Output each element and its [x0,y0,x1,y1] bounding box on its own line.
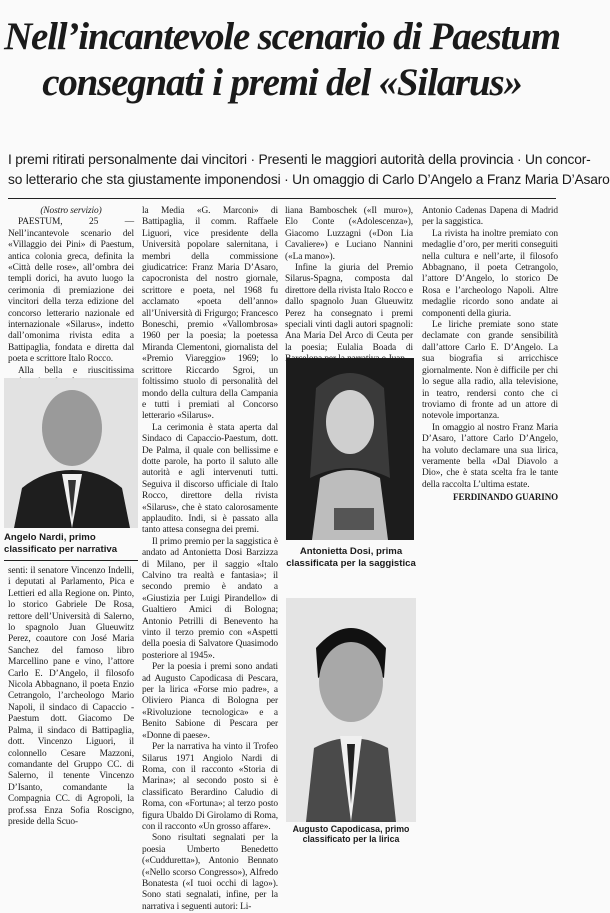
paragraph: senti: il senatore Vincenzo Indelli, i deputati al Parlamento, Pica e Lettieri ed alla Regione on. Pinto, lo storico Gabriele De Rosa, rettore dell’Università di Salerno, lo spagnolo Juan Glueuwitz Perez, coautore con José Maria Sanchez del famoso libro Marcellino pane e vino, l’attore Carlo E. D’Angelo, il filosofo Nicola Abbagnano, il poeta Enzio Cetrangolo, l’archeologo Mario Napoli, il sindaco di Capaccio - Paestum dott. Giacomo De Palma, il sindaco di Battipaglia, dott. Vincenzo Liguori, il colonnello Cesare Mazzoni, comandante del Gruppo CC. di Salerno, il tenente Vincenzo D’Isanto, comandante la Compagnia CC. di Agropoli, la prof.ssa Enza Sofia Roscigno, preside della Scuo- [8,566,134,827]
paragraph: PAESTUM, 25 — Nell’incantevole scenario del «Villaggio dei Pini» di Paestum, antica colonia greca, definita la «Città delle rose», all’ombra dei templi dorici, ha avuto luogo la cerimonia di premiazione dei vincitori della terza edizione del concorso letterario nazionale ed internazionale «Silarus», indetto dall’omonima rivista edita a Battipaglia, fondata e diretta dal poeta e scrittore Italo Rocco. [8,217,134,365]
subhead-line-1: I premi ritirati personalmente dai vincitori · Presenti le maggiori autorità della provincia · Un concor- [8,152,591,167]
column-3 [285,206,413,356]
headline-line-2: consegnati i premi del «Silarus» [42,61,522,104]
paragraph: Antonio Cadenas Dapena di Madrid per la saggistica. [422,206,558,228]
paragraph: La cerimonia è stata aperta dal Sindaco di Capaccio-Paestum, dott. De Palma, il quale con bellissime e dotte parole, ha porto il saluto alle autorità e agli intervenuti tutti. Seguiva il discorso ufficiale di Italo Rocco, direttore della rivista «Silarus», che è stato calorosamente applaudito. Indi, si è passato alla tanto attesa consegna dei premi. [142,422,278,536]
column-1-bottom [8,566,134,842]
headline-line-1: Nell’incantevole scenario di Paestum [4,15,560,58]
caption-dosi: Antonietta Dosi, prima classificata per la saggistica [286,546,416,569]
article-headline [4,14,560,106]
photo-angelo-nardi [4,378,138,528]
paragraph: Sono risultati segnalati per la poesia Umberto Benedetto («Cudduretta»), Antonio Bennato («Nello scorso Congresso»), Alfredo Bonatesta («I tuoi occhi di lago»). Sono stati segnalati, infine, per la narrativa i seguenti autori: Li- [142,833,278,912]
header-rule [8,198,556,199]
article-subheading [8,150,610,190]
column-2 [142,206,278,912]
caption-capodicasa: Augusto Capodicasa, primo classificato per la lirica [292,824,410,844]
column-1-top [8,206,134,378]
paragraph: Alla bella e riuscitissima [18,365,134,376]
paragraph: La rivista ha inoltre premiato con medaglie d’oro, per meriti conseguiti nella cultura e nell’arte, il filosofo Abbagnano, il poeta Cetrangolo, l’attore D’Angelo, lo storico De Rosa e l’archeologo Napoli. Altre medaglie ricordo sono andate ai componenti della giuria. [422,228,558,319]
paragraph: liana Bamboschek («Il muro»), Elo Conte («Adolescenza»), Giacomo Luzzagni («Don Lia Cavaliere») e Luciano Nannini («La mano»). [285,206,413,262]
paragraph: Infine la giuria del Premio Silarus-Spagna, composta dal direttore della rivista Italo Rocco e dallo spagnolo Juan Glueuwitz Perez ha consegnato i premi speciali vinti dagli autori spagnoli: Ana Maria Del Arco di Ceuta per la poesia; Eulalia Boada di [285,263,413,353]
paragraph: Per la poesia i premi sono andati ad Augusto Capodicasa di Pescara, per la lirica «Forse mio padre», a Oliviero Pianca di Bologna per «Rivoluzione tecnologica» e a Benito Sabione di Pescara per «Donne di paese». [142,662,278,741]
byline: (Nostro servizio) [40,206,102,216]
photo-augusto-capodicasa [286,598,416,822]
paragraph: Il primo premio per la saggistica è andato ad Antonietta Dosi Barzizza di Milano, per il saggio «Italo Calvino tra realtà e fantasia»; il secondo premio è andato a «Giustizia per Luigi Pirandello» di Gualtiero Amici di Bologna; Antonio Petrilli di Benevento ha vinto il terzo premio con «Aspetti della poesia di Salvatore Quasimodo posteriore al 1945». [142,536,278,661]
paragraph: Le liriche premiate sono state declamate con grande sensibilità dall’attore Carlo E. D’Angelo. La sua biografia si arricchisce giornalmente. Non è difficile per chi lo segue alla radio, alla televisione, in teatro, rendersi conto che ci troviamo di fronte ad un attore di notevole importanza. [422,320,558,422]
caption-nardi: Angelo Nardi, primo classificato per narrativa [4,532,118,555]
column-4 [422,206,558,606]
paragraph: In omaggio al nostro Franz Maria D’Asaro, l’attore Carlo D’Angelo, ha voluto declamare una sua lirica, veramente bella «Dal Diavolo a Dio», che è stata scelta fra le tante della raccolta L’ultima estate. [422,422,558,490]
author-signature: FERDINANDO GUARINO [453,492,558,503]
paragraph: Per la narrativa ha vinto il Trofeo Silarus 1971 Angiolo Nardi di Roma, con il racconto «Storia di Marina»; al secondo posto si è classificato Berardino Caludio di Roma, con «Fortuna»; al terzo posto figura Ubaldo Di Girolamo di Roma, con il racconto «Un grosso affare». [142,742,278,832]
subhead-line-2: so letterario che sta giustamente imponendosi · Un omaggio di Carlo D’Angelo a Franz Maria D’Asaro [8,172,610,187]
caption-rule [4,560,138,561]
paragraph: la Media «G. Marconi» di Battipaglia, il comm. Raffaele Liguori, vice presidente della Università popolare salernitana, i membri della commissione giudicatrice: Franz Maria D’Asaro, capocronista del nostro giornale, scrittore e poeta, nel 1968 fu acclamato «poeta dell’anno» all’Università di Frigurgo; Francesco Boneschi, premio «Vallombrosa» 1960 per la poesia; la poetessa Miranda Clementoni, giornalista del «Premio Viareggio» 1969; lo scrittore Riccardo Sgroi, un foltissimo stuolo di personalità del mondo della cultura della Campania e tutti i premiati al Concorso letterario «Silarus». [142,206,278,422]
photo-antonietta-dosi [286,358,414,540]
